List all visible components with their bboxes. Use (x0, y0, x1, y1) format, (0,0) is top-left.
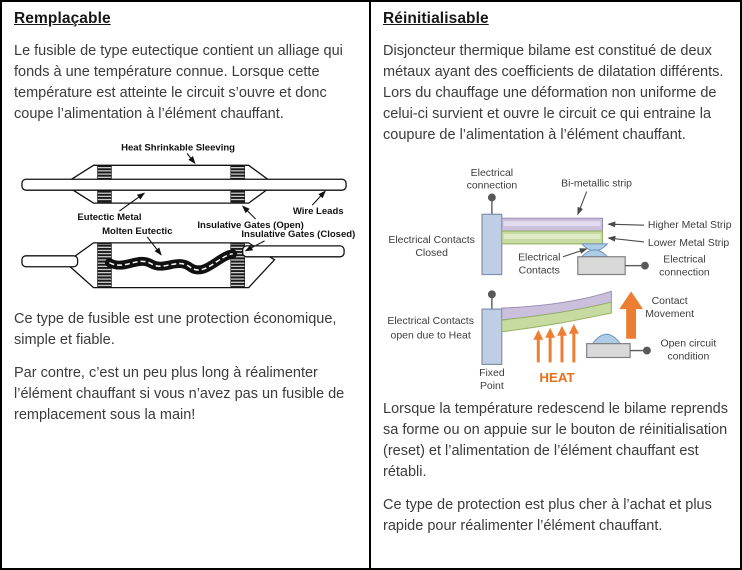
breaker-open-drawing (387, 290, 716, 392)
column-resettable (371, 2, 740, 568)
column-header-resettable: Réinitialisable (383, 10, 489, 27)
replaceable-cons-paragraph: Par contre, c’est un peu plus long à réalimenter l’élément chauffant si vous n’avez pas un fusible de remplacement sous la main! (14, 365, 345, 424)
label-electrical-connection-right: Electrical (663, 254, 706, 266)
label-contacts-open: Electrical Contacts (387, 315, 474, 327)
fixed-support-bar (482, 214, 502, 274)
label-contact-movement: Contact (651, 296, 688, 308)
label-insulative-gates-closed: Insulative Gates (Closed) (241, 228, 356, 240)
label-molten-eutectic: Molten Eutectic (102, 225, 173, 237)
label-electrical-contacts: Electrical (518, 252, 561, 264)
label-open-circuit-2: condition (667, 351, 710, 363)
label-open-circuit: Open circuit (660, 338, 717, 350)
replaceable-pros-paragraph: Ce type de fusible est une protection économique, simple et fiable. (14, 311, 337, 349)
label-contacts-open-2: open due to Heat (390, 330, 471, 342)
eutectic-fuse-diagram (14, 137, 360, 305)
open-circuit-dot (643, 347, 651, 355)
label-heat: HEAT (539, 370, 575, 386)
column-header-replaceable: Remplaçable (14, 10, 111, 27)
fuse-blown-drawing (22, 226, 355, 288)
label-wire-leads: Wire Leads (292, 206, 344, 218)
label-insulative-gates-open: Insulative Gates (Open) (197, 220, 304, 232)
label-electrical-connection-top: Electrical (470, 167, 514, 179)
electrical-connection-dot-right (641, 262, 649, 270)
heat-arrows (533, 324, 578, 363)
bimetallic-breaker-diagram (383, 158, 739, 395)
breaker-closed-drawing (388, 168, 731, 279)
label-eutectic-metal: Eutectic Metal (77, 212, 142, 224)
label-higher-metal-strip: Higher Metal Strip (647, 220, 732, 232)
label-contacts-closed-2: Closed (415, 247, 448, 259)
resettable-reset-paragraph: Lorsque la température redescend le bilame reprends sa forme ou on appuie sur le bouton de réinitialisation (reset) et l’alimentation de l’élément chauffant est rétabli. (383, 401, 728, 481)
label-bimetallic-strip: Bi-metallic strip (561, 178, 632, 190)
label-contacts-closed: Electrical Contacts (388, 235, 475, 247)
label-heat-shrinkable-sleeving: Heat Shrinkable Sleeving (121, 142, 235, 154)
label-fixed-point-2: Point (479, 381, 504, 393)
column-replaceable (2, 2, 371, 568)
fuse-intact-drawing (22, 142, 346, 231)
label-electrical-connection-top-2: connection (466, 180, 518, 192)
label-fixed-point: Fixed (479, 368, 505, 380)
fixed-point-bar (482, 309, 502, 364)
replaceable-intro-paragraph: Le fusible de type eutectique contient un alliage qui fonds à une température connue. Lorsque cette température est atteinte le circuit s’ouvre et donc coupe l’alimentation à l’élément chauffant. (14, 43, 343, 123)
contact-movement-arrow (619, 291, 643, 338)
label-electrical-connection-right-2: connection (659, 267, 710, 279)
resettable-cost-paragraph: Ce type de protection est plus cher à l’achat et plus rapide pour réalimenter l’élément chauffant. (383, 497, 712, 535)
electrical-connection-dot-open (488, 290, 496, 298)
label-contact-movement-2: Movement (645, 309, 695, 321)
electrical-connection-dot-top (488, 194, 496, 202)
label-electrical-contacts-2: Contacts (518, 265, 560, 277)
label-lower-metal-strip: Lower Metal Strip (647, 237, 730, 249)
terminal-block-open (587, 344, 630, 358)
terminal-block-closed (578, 257, 625, 275)
resettable-intro-paragraph: Disjoncteur thermique bilame est constitué de deux métaux ayant des coefficients de dilatation différents. Lors du chauffage une déformation non uniforme de celui-ci survient et ouvre le circuit ce qui entraine la coupure de l’alimentation à l’élément chauffant. (383, 43, 724, 144)
